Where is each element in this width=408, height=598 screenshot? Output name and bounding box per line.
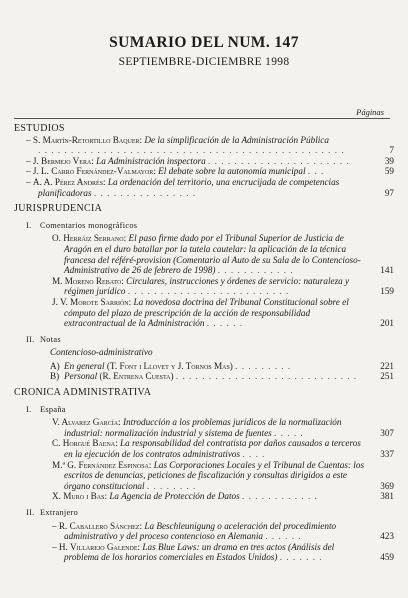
toc-entry[interactable]: M.ª G. Fernández Espinosa: Las Corporaciones Locales y el Tribunal de Cuentas: los escritos de denuncias, peticiones de fiscalización y consultas dirigidos a este órgano constitucional . . . . . . . . 369 bbox=[52, 459, 394, 491]
page-title: SUMARIO DEL NUM. 147 bbox=[109, 34, 299, 51]
entry-author: J. V. Morote Sarrión: bbox=[52, 296, 132, 307]
entry-title: Las Corporaciones Locales y el Tribunal de Cuentas: los escritos de denuncias, peticiones de fiscalización y consultas dirigidos a este órgano constitucional bbox=[64, 459, 365, 491]
toc-entry[interactable]: – J. L. Carro Fernández-Valmayor: El debate sobre la autonomía municipal . . . 59 bbox=[26, 166, 394, 177]
entry-author: H. Villarejo Galende: bbox=[58, 541, 141, 552]
section-heading-jurisprudencia: JURISPRUDENCIA bbox=[14, 203, 103, 215]
toc-entry[interactable]: – J. Bermejo Vera: La Administración inspectora . . . . . . . . . . . . . . . . . . . . . . 39 bbox=[26, 155, 394, 166]
toc-entry[interactable]: A) En general (T. Font i Llovet y J. Tornos Mas) . . . . . . . . . 221 bbox=[50, 360, 394, 371]
toc-entry[interactable]: O. Herráiz Serrano: El paso firme dado por el Tribunal Superior de Justicia de Aragón en el duro batallar por la tutela cautelar: la aplicación de la técnica francesa del référé-provision (Comentario al Auto de su Sala de lo Contencioso-Administrativo de 26 de febrero de 1998) . . . . . . . . . . . . 141 bbox=[52, 233, 394, 276]
subsection-heading: I. Comentarios monográficos bbox=[26, 220, 138, 230]
entry-author: (T. Font i Llovet y J. Tornos Mas) bbox=[106, 360, 233, 371]
entry-page: 159 bbox=[380, 286, 394, 297]
entry-page: 59 bbox=[384, 166, 394, 177]
entry-title: El paso firme dado por el Tribunal Superior de Justicia de Aragón en el duro batallar por la tutela cautelar: la aplicación de la técnica francesa del référé-provision bbox=[64, 233, 347, 265]
entry-title: Las Blue Laws: un drama en tres actos (Análisis del problema de los horarios comerciales en Estados Unidos) bbox=[64, 541, 335, 563]
toc-entry[interactable]: – A. A. Pérez Andrés: La ordenación del territorio, una encrucijada de competencias planificadoras . . . . . . . . . . . . . . . . 97 bbox=[26, 176, 394, 198]
header-rule bbox=[14, 118, 390, 119]
entry-page: 221 bbox=[380, 360, 394, 371]
subsection-heading: I. España bbox=[26, 404, 66, 414]
toc-entry[interactable]: – S. Martín-Retortillo Baquer: De la simplificación de la Administración Pública . . . . . . . . . . . . . . . . . . . . . . . . . . . . . . . . . . . . . . . . . . . . . . . 7 bbox=[26, 134, 394, 156]
notes-category: Contencioso-administrativo bbox=[50, 347, 153, 358]
entry-title: En general bbox=[64, 360, 105, 371]
toc-entry[interactable]: V. Alvarez García: Introducción a los problemas jurídicos de la normalización industrial: normalización industrial y sistema de fuentes . . . . . 307 bbox=[52, 417, 394, 438]
entry-title: La responsabilidad del contratista por daños causados a terceros en la ejecución de los contratos administrativos bbox=[64, 438, 361, 460]
entry-page: 201 bbox=[380, 318, 394, 329]
toc-entry[interactable]: – R. Caballero Sánchez: La Beschleunigung o aceleración del procedimiento administrativo y del proceso contencioso en Alemania . . . . . . 423 bbox=[52, 520, 394, 542]
toc-entry[interactable]: M. Moreno Rebato: Circulares, instrucciones y órdenes de servicio: naturaleza y régimen jurídico . . . . . . . . . . . . . . . . . . . . . . . . . 159 bbox=[52, 275, 394, 297]
entry-title: La Beschleunigung o aceleración del procedimiento administrativo y del proceso contencioso en Alemania bbox=[64, 520, 337, 542]
issue-period: SEPTIEMBRE-DICIEMBRE 1998 bbox=[118, 56, 290, 68]
entry-page: 251 bbox=[380, 371, 394, 382]
entry-title: De la simplificación de la Administración Pública bbox=[144, 134, 329, 145]
entry-title: Circulares, instrucciones y órdenes de servicio: naturaleza y régimen jurídico bbox=[64, 275, 350, 297]
toc-entry[interactable]: B) Personal (R. Entrena Cuesta) . . . . . . . . . . . . . . . . . . . . . . . . . . . . 251 bbox=[50, 371, 394, 382]
entry-author: J. Bermejo Vera: bbox=[32, 155, 94, 166]
entry-page: 459 bbox=[380, 552, 394, 563]
entry-author: S. Martín-Retortillo Baquer: bbox=[32, 134, 143, 145]
table-of-contents bbox=[14, 124, 396, 563]
entry-author: (R. Entrena Cuesta) bbox=[99, 371, 174, 382]
entry-title: Introducción a los problemas jurídicos de la normalización industrial: normalización industrial y sistema de fuentes bbox=[64, 417, 342, 438]
entry-author: C. Horgué Baena: bbox=[52, 438, 118, 449]
subsection-heading: II. Extranjero bbox=[26, 508, 79, 517]
toc-entry[interactable]: X. Muro i Bas: La Agencia de Protección de Datos . . . . . . . . . . . . 381 bbox=[52, 491, 394, 502]
entry-page: 307 bbox=[380, 427, 394, 438]
toc-entry[interactable]: J. V. Morote Sarrión: La novedosa doctrina del Tribunal Constitucional sobre el cómputo del plazo de prescripción de la acción de responsabilidad extracontractual de la Administración . . . . . . 201 bbox=[52, 296, 394, 329]
entry-title: La ordenación del territorio, una encrucijada de competencias planificadoras bbox=[38, 176, 340, 198]
entry-author: M. Moreno Rebato: bbox=[52, 275, 124, 286]
toc-entry[interactable]: C. Horgué Baena: La responsabilidad del contratista por daños causados a terceros en la ejecución de los contratos administrativos . . . . 337 bbox=[52, 438, 394, 460]
entry-title: Personal bbox=[64, 371, 98, 382]
section-heading-estudios: ESTUDIOS bbox=[14, 123, 65, 134]
entry-page: 39 bbox=[384, 155, 394, 166]
entry-author: O. Herráiz Serrano: bbox=[52, 233, 127, 244]
entry-page: 423 bbox=[380, 531, 394, 542]
entry-extra: (Comentario al Auto de su Sala de lo Contencioso-Administrativo de 26 de febrero de 1998) bbox=[64, 254, 361, 276]
entry-author: X. Muro i Bas: bbox=[52, 491, 108, 502]
entry-title: El debate sobre la autonomía municipal bbox=[158, 166, 306, 177]
pages-column-label: Páginas bbox=[356, 107, 384, 117]
entry-author: A. A. Pérez Andrés: bbox=[32, 176, 106, 187]
entry-title: La Administración inspectora bbox=[96, 155, 206, 166]
entry-author: V. Alvarez García: bbox=[52, 417, 121, 428]
entry-title: La novedosa doctrina del Tribunal Constitucional sobre el cómputo del plazo de prescripción de la acción de responsabilidad extracontractual de la Administración bbox=[64, 296, 349, 329]
subsection-heading: II. Notas bbox=[26, 334, 61, 344]
section-heading-cronica: CRONICA ADMINISTRATIVA bbox=[14, 387, 152, 399]
entry-page: 369 bbox=[380, 480, 394, 491]
entry-author: J. L. Carro Fernández-Valmayor: bbox=[32, 166, 156, 177]
entry-page: 7 bbox=[389, 145, 394, 156]
entry-author: M.ª G. Fernández Espinosa: bbox=[52, 459, 152, 470]
entry-page: 381 bbox=[380, 491, 394, 502]
toc-entry[interactable]: – H. Villarejo Galende: Las Blue Laws: un drama en tres actos (Análisis del problema de los horarios comerciales en Estados Unidos) . . . . . . . 459 bbox=[52, 541, 394, 563]
entry-page: 337 bbox=[380, 449, 394, 460]
entry-author: R. Caballero Sánchez: bbox=[58, 520, 143, 531]
entry-title: La Agencia de Protección de Datos bbox=[109, 491, 240, 502]
entry-page: 141 bbox=[380, 265, 394, 276]
entry-page: 97 bbox=[384, 187, 394, 198]
